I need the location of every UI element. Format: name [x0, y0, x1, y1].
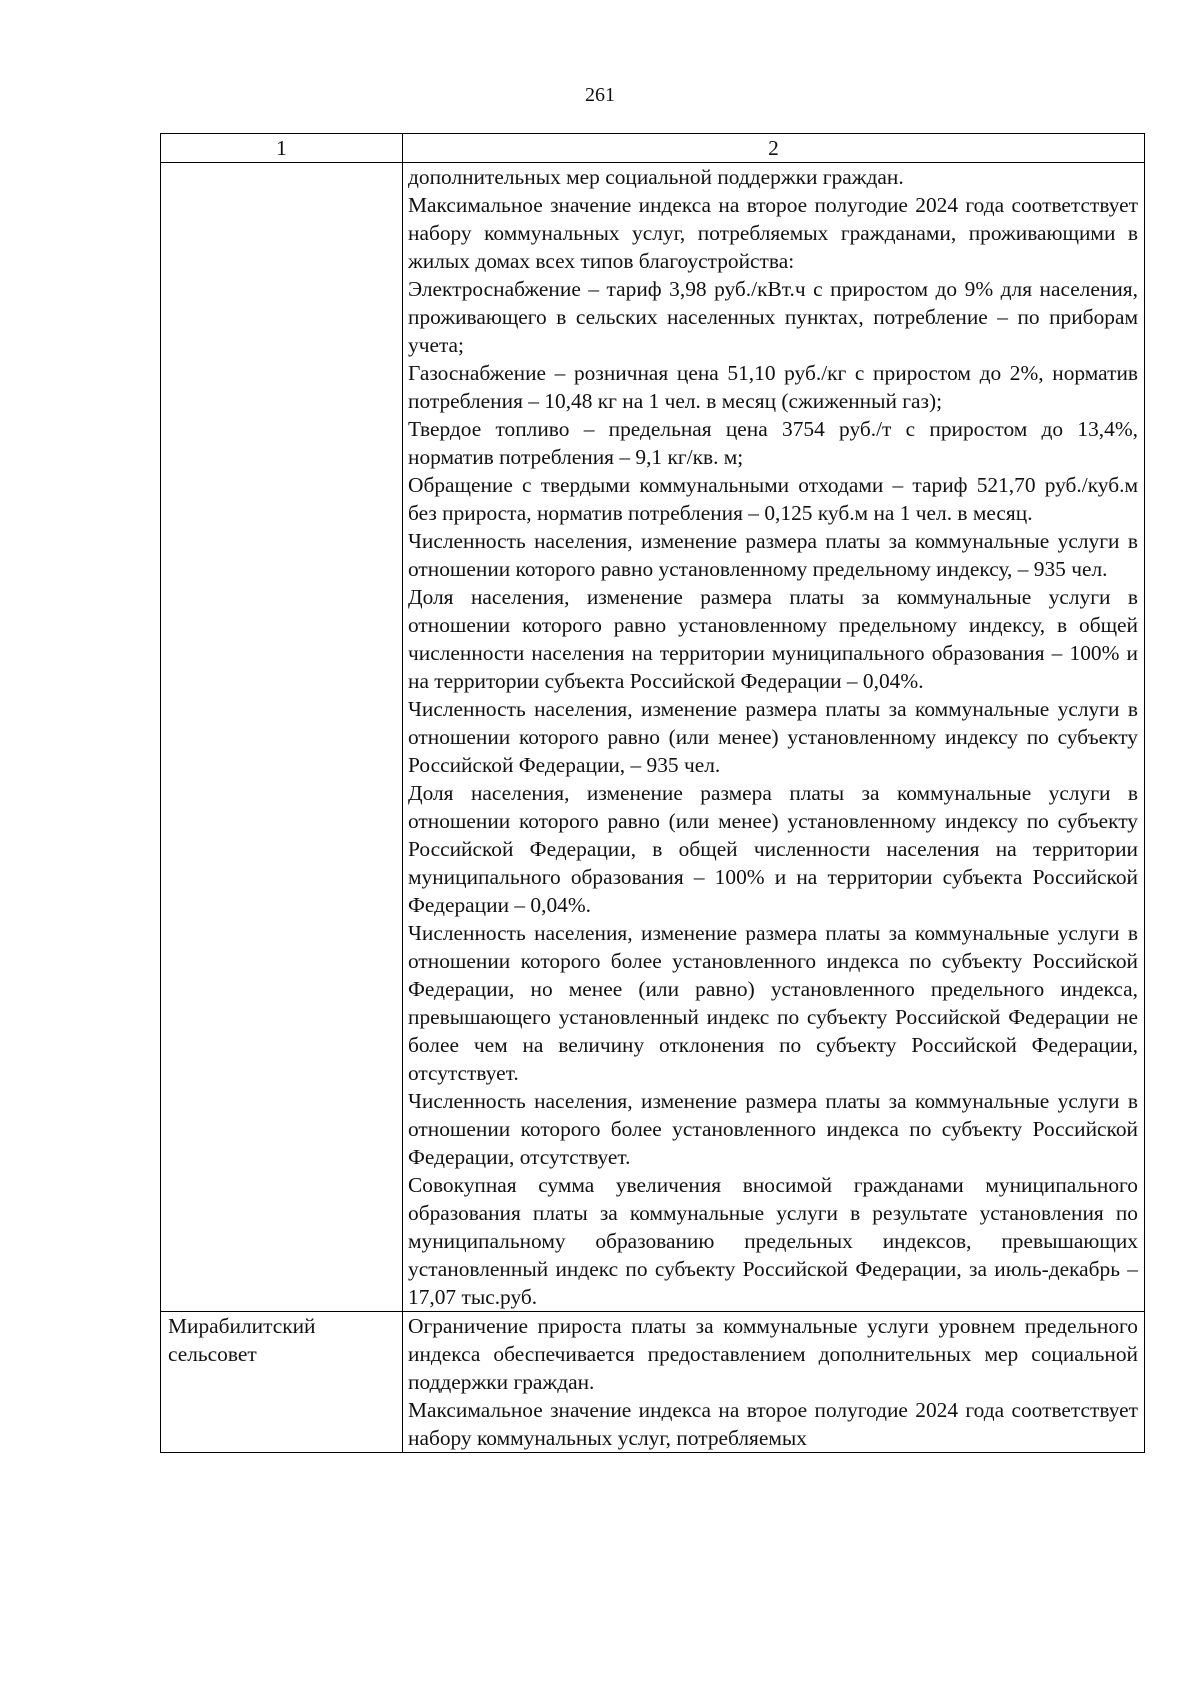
description-cell: [403, 163, 1145, 1312]
paragraph: Численность населения, изменение размера платы за коммунальные услуги в отношении которого более установленного индекса по субъекту Российской Федерации, отсутствует.: [408, 1089, 1138, 1169]
column-header-2: 2: [403, 134, 1145, 163]
paragraph: Максимальное значение индекса на второе полугодие 2024 года соответствует набору коммунальных услуг, потребляемых: [408, 1398, 1138, 1450]
paragraph: Численность населения, изменение размера платы за коммунальные услуги в отношении которого равно установленному предельному индексу, – 935 чел.: [408, 529, 1138, 581]
description-cell: [403, 1312, 1145, 1453]
table-row: [161, 163, 1145, 1312]
column-header-1: 1: [161, 134, 403, 163]
paragraph: Численность населения, изменение размера платы за коммунальные услуги в отношении которого более установленного индекса по субъекту Российской Федерации, но менее (или равно) установленного предельного индекса, превышающего установленный индекс по субъекту Российской Федерации не более чем на величину отклонения по субъекту Российской Федерации, отсутствует.: [408, 921, 1138, 1085]
document-table: [160, 133, 1145, 1453]
paragraph: Газоснабжение – розничная цена 51,10 руб./кг с приростом до 2%, норматив потребления – 10,48 кг на 1 чел. в месяц (сжиженный газ);: [408, 361, 1138, 413]
paragraph: Обращение с твердыми коммунальными отходами – тариф 521,70 руб./куб.м без прироста, норматив потребления – 0,125 куб.м на 1 чел. в месяц.: [408, 473, 1138, 525]
paragraph: Совокупная сумма увеличения вносимой гражданами муниципального образования платы за коммунальные услуги в результате установления по муниципальному образованию предельных индексов, превышающих установленный индекс по субъекту Российской Федерации, за июль-декабрь – 17,07 тыс.руб.: [408, 1173, 1138, 1309]
table-header-row: [161, 134, 1145, 163]
page-number: 261: [585, 84, 615, 106]
paragraph: Численность населения, изменение размера платы за коммунальные услуги в отношении которого равно (или менее) установленному индексу по субъекту Российской Федерации, – 935 чел.: [408, 697, 1138, 777]
municipality-cell: Мирабилитский сельсовет: [161, 1312, 403, 1453]
table-row: [161, 1312, 1145, 1453]
paragraph: Электроснабжение – тариф 3,98 руб./кВт.ч с приростом до 9% для населения, проживающего в сельских населенных пунктах, потребление – по приборам учета;: [408, 277, 1138, 357]
paragraph: Максимальное значение индекса на второе полугодие 2024 года соответствует набору коммунальных услуг, потребляемых гражданами, проживающими в жилых домах всех типов благоустройства:: [408, 193, 1138, 273]
paragraph: Доля населения, изменение размера платы за коммунальные услуги в отношении которого равно (или менее) установленному индексу по субъекту Российской Федерации, в общей численности населения на территории муниципального образования – 100% и на территории субъекта Российской Федерации – 0,04%.: [408, 781, 1138, 917]
paragraph: Доля населения, изменение размера платы за коммунальные услуги в отношении которого равно установленному предельному индексу, в общей численности населения на территории муниципального образования – 100% и на территории субъекта Российской Федерации – 0,04%.: [408, 585, 1138, 693]
paragraph: Ограничение прироста платы за коммунальные услуги уровнем предельного индекса обеспечивается предоставлением дополнительных мер социальной поддержки граждан.: [408, 1314, 1138, 1394]
municipality-cell: [161, 163, 403, 1312]
paragraph: Твердое топливо – предельная цена 3754 руб./т с приростом до 13,4%, норматив потребления – 9,1 кг/кв. м;: [408, 417, 1138, 469]
paragraph: дополнительных мер социальной поддержки граждан.: [408, 165, 904, 189]
